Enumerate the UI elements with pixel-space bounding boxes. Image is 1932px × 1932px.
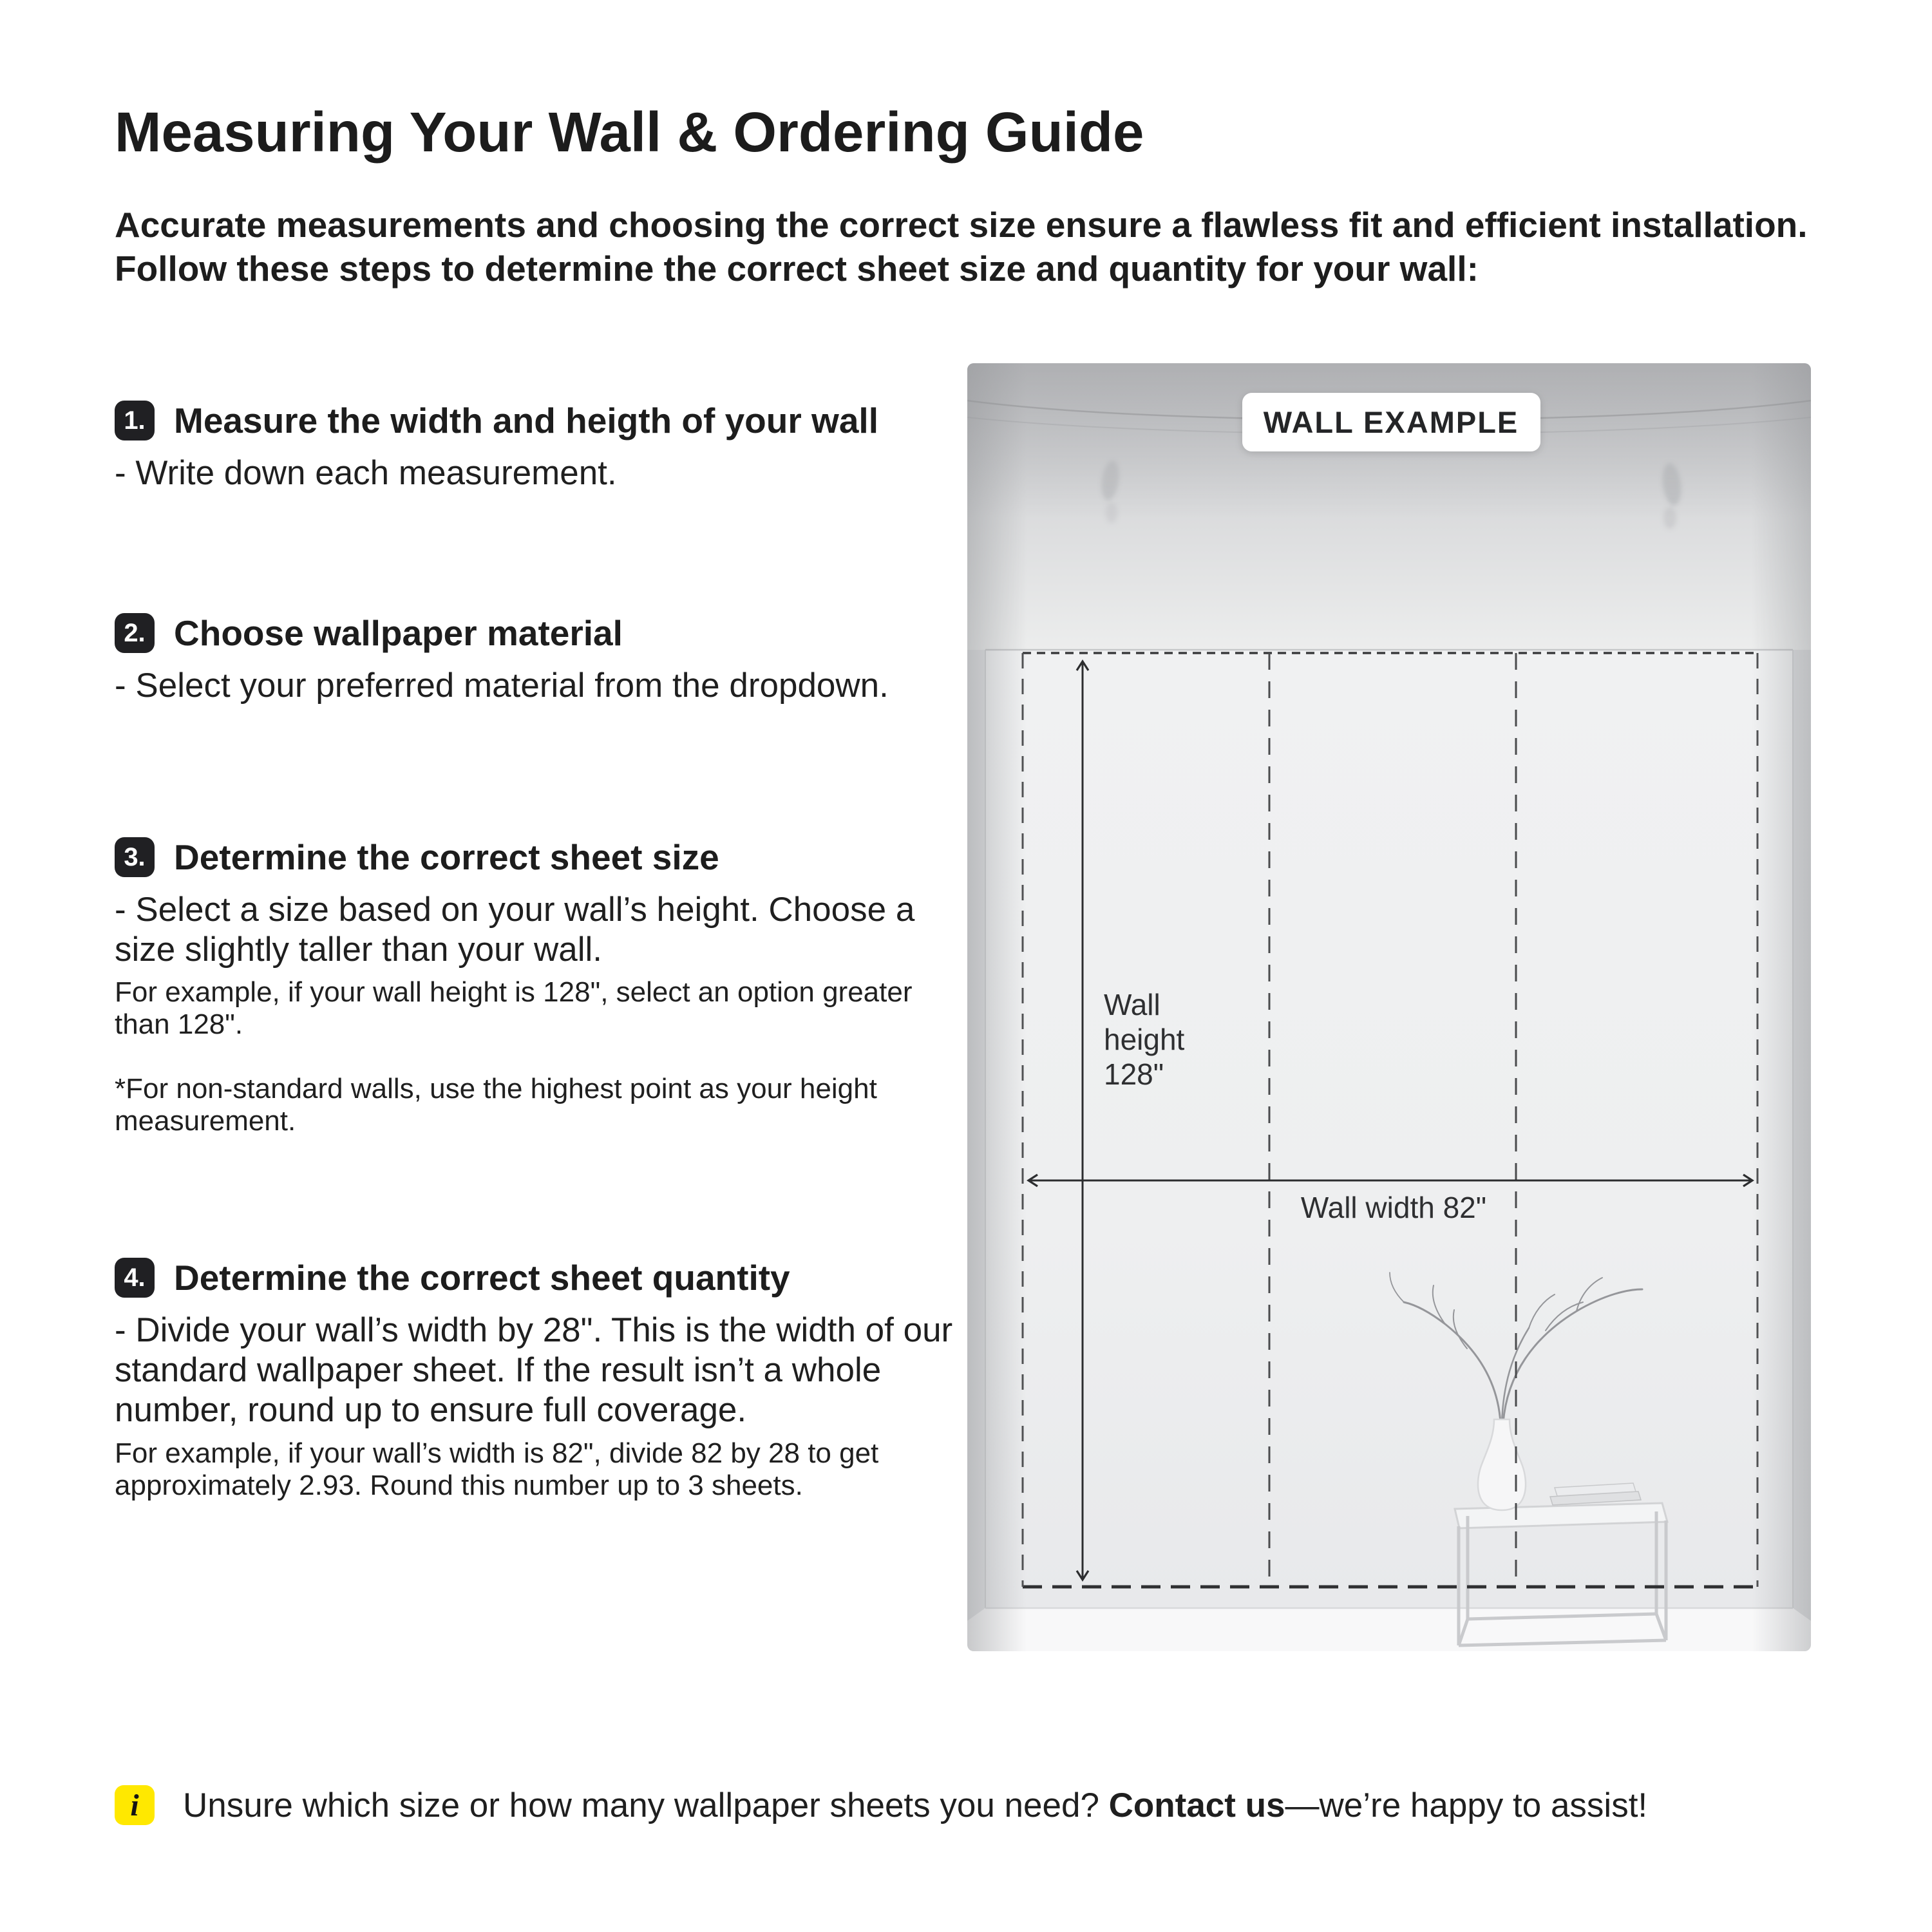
- footer-text-before: Unsure which size or how many wallpaper sheets you need?: [183, 1786, 1109, 1824]
- intro-line-1: Accurate measurements and choosing the correct size ensure a flawless fit and efficient installation.: [115, 205, 1808, 245]
- page-title: Measuring Your Wall & Ordering Guide: [115, 101, 1144, 164]
- step-3-number-badge: 3.: [115, 837, 155, 877]
- step-3-note-line-1: *For non-standard walls, use the highest point as your height: [115, 1073, 877, 1104]
- step-1-heading: [115, 400, 878, 441]
- step-1-number-badge: 1.: [115, 401, 155, 440]
- svg-text:height: height: [1104, 1023, 1185, 1056]
- wall-example-badge: [1242, 393, 1540, 451]
- step-2-body: - Select your preferred material from the dropdown.: [115, 667, 889, 705]
- step-3-title: Determine the correct sheet size: [174, 837, 719, 877]
- step-4-body-line-1: - Divide your wall’s width by 28". This is the width of our: [115, 1311, 953, 1349]
- info-icon: i: [115, 1785, 155, 1825]
- step-1-body: - Write down each measurement.: [115, 454, 617, 492]
- intro-line-2: Follow these steps to determine the correct sheet size and quantity for your wall:: [115, 249, 1479, 289]
- step-4-body-line-3: number, round up to ensure full coverage.: [115, 1391, 747, 1429]
- svg-text:128": 128": [1104, 1057, 1164, 1091]
- step-1-title: Measure the width and heigth of your wall: [174, 401, 878, 440]
- step-4-number-badge: 4.: [115, 1258, 155, 1298]
- step-2-title: Choose wallpaper material: [174, 613, 623, 653]
- footer-note: [115, 1785, 1647, 1825]
- contact-us-link[interactable]: Contact us: [1108, 1786, 1285, 1824]
- wall-width-label: Wall width 82": [1300, 1191, 1487, 1224]
- step-4-example-line-2: approximately 2.93. Round this number up to 3 sheets.: [115, 1470, 803, 1501]
- step-4-example-line-1: For example, if your wall’s width is 82", divide 82 by 28 to get: [115, 1437, 879, 1469]
- wall-example-photo: [967, 363, 1811, 1651]
- step-4-heading: [115, 1257, 790, 1298]
- footer-text: [183, 1786, 1647, 1825]
- footer-text-after: —we’re happy to assist!: [1285, 1786, 1648, 1824]
- step-4-title: Determine the correct sheet quantity: [174, 1258, 790, 1298]
- step-3-body-line-1: - Select a size based on your wall’s height. Choose a: [115, 891, 915, 929]
- step-4-body-line-2: standard wallpaper sheet. If the result isn’t a whole: [115, 1351, 882, 1389]
- step-3-heading: [115, 837, 719, 878]
- svg-text:Wall: Wall: [1104, 988, 1160, 1021]
- wall-example-badge-label: WALL EXAMPLE: [1263, 405, 1519, 439]
- top-vignette: [967, 363, 1811, 1651]
- step-3-example-line-2: than 128".: [115, 1009, 243, 1040]
- step-3-example-line-1: For example, if your wall height is 128", select an option greater: [115, 976, 913, 1008]
- step-2-number-badge: 2.: [115, 613, 155, 653]
- step-2-heading: [115, 612, 623, 654]
- step-3-note-line-2: measurement.: [115, 1105, 296, 1137]
- step-3-body-line-2: size slightly taller than your wall.: [115, 931, 603, 969]
